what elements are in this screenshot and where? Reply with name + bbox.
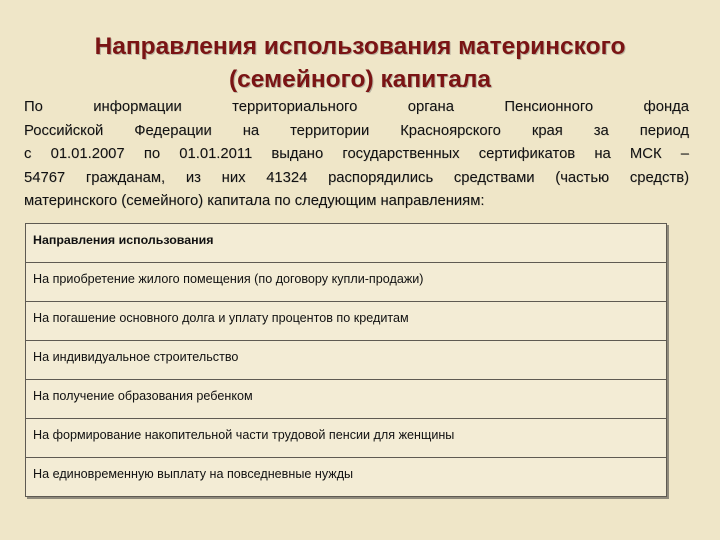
table-header-row — [26, 224, 667, 263]
slide-title-line: (семейного) капитала — [228, 66, 492, 93]
table-cell-text: На погашение основного долга и уплату процентов по кредитам — [33, 311, 409, 325]
table-cell-text: На индивидуальное строительство — [33, 350, 239, 364]
table-row — [26, 458, 667, 497]
intro-line: 54767 гражданам, из них 41324 распорядились средствами (частью средств) — [24, 169, 689, 186]
table-row — [26, 341, 667, 380]
table-header-text: Направления использования — [33, 233, 214, 247]
table-header-cell — [26, 224, 667, 263]
intro-line: материнского (семейного) капитала по следующим направлениям: — [24, 193, 485, 209]
table-cell-text: На получение образования ребенком — [33, 389, 253, 403]
table-cell — [26, 263, 667, 302]
table-cell — [26, 419, 667, 458]
intro-paragraph — [24, 96, 689, 214]
table-cell — [26, 341, 667, 380]
table-cell-text: На единовременную выплату на повседневные нужды — [33, 467, 354, 481]
table-row — [26, 380, 667, 419]
table-cell — [26, 302, 667, 341]
table-cell-text: На приобретение жилого помещения (по договору купли-продажи) — [33, 272, 424, 286]
intro-line: с 01.01.2007 по 01.01.2011 выдано государственных сертификатов на МСК – — [24, 146, 689, 162]
intro-line: Российской Федерации на территории Красноярского края за период — [24, 122, 689, 139]
table-row — [26, 419, 667, 458]
table-cell — [26, 380, 667, 419]
table-cell-text: На формирование накопительной части трудовой пенсии для женщины — [33, 428, 455, 442]
table-row — [26, 302, 667, 341]
intro-line: По информации территориального органа Пенсионного фонда — [24, 99, 689, 115]
usage-directions-table — [25, 223, 667, 497]
slide-title-line: Направления использования материнского — [94, 33, 626, 60]
slide-title — [20, 30, 700, 96]
table-row — [26, 263, 667, 302]
table-cell — [26, 458, 667, 497]
